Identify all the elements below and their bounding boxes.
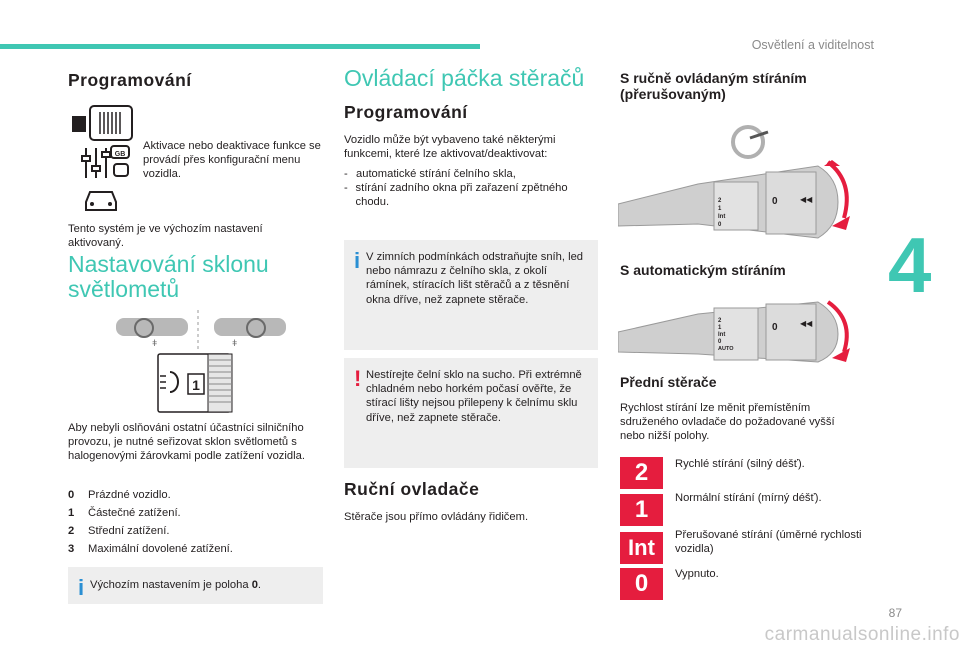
header-accent-bar [0, 44, 480, 49]
programming-intro: Vozidlo může být vybaveno také některými funkcemi, které lze aktivovat/deaktivovat: [344, 134, 556, 161]
svg-text:0: 0 [718, 222, 722, 228]
page-number: 87 [888, 606, 902, 620]
auto-wiper-stalk-illustration [618, 296, 858, 371]
headlamp-text: Aby nebyli oslňováni ostatní účastníci silničního provozu, je nutné seřizovat sklon světlometů s halogenovými žárovkami podle zatížení vozidla. [68, 422, 305, 463]
headlamp-illustration [116, 310, 286, 420]
programming-heading-col2: Programování [344, 102, 468, 122]
load-positions-list [68, 486, 233, 558]
auto-wiping-heading: S automatickým stíráním [620, 262, 786, 278]
svg-text:1: 1 [718, 206, 722, 212]
manual-controls-text: Stěrače jsou přímo ovládány řidičem. [344, 511, 529, 523]
load-position-item: 1 Částečné zatížení. [68, 507, 181, 519]
speed-badge-2: 2 [620, 457, 663, 489]
svg-text:Int: Int [718, 214, 726, 220]
headlamp-knob-value: 1 [192, 377, 200, 393]
svg-text:1: 1 [718, 325, 722, 331]
default-position-note: i Výchozím nastavením je poloha 0. [68, 567, 323, 604]
speed-label-1: Normální stírání (mírný déšť). [675, 492, 822, 504]
load-position-item: 0 Prázdné vozidlo. [68, 489, 171, 501]
speed-badge-1: 1 [620, 494, 663, 526]
svg-text:◀◀: ◀◀ [800, 319, 813, 328]
speed-label-2: Rychlé stírání (silný déšť). [675, 458, 805, 470]
load-position-item: 2 Střední zatížení. [68, 525, 170, 537]
section-title: Osvětlení a viditelnost [751, 38, 874, 52]
info-icon: i [354, 248, 361, 273]
svg-text:Int: Int [718, 332, 726, 338]
programming-heading-col1: Programování [68, 70, 192, 90]
manual-wiper-stalk-illustration [618, 122, 858, 257]
default-setting-text: Tento systém je ve výchozím nastavení aktivovaný. [68, 223, 263, 250]
svg-text:0: 0 [772, 322, 778, 333]
winter-info-box: i V zimních podmínkách odstraňujte sníh, led nebo námrazu z čelního skla, z okolí rámínek, stíracích lišt stěračů a z těsnění okna dříve, než zapnete stěrače. [344, 240, 598, 350]
watermark: carmanualsonline.info [764, 624, 960, 645]
svg-text:2: 2 [718, 198, 722, 204]
manual-controls-heading: Ruční ovladače [344, 479, 480, 499]
svg-text:ǂ: ǂ [152, 338, 158, 348]
svg-text:AUTO: AUTO [718, 346, 734, 352]
front-wipers-heading: Přední stěrače [620, 374, 717, 390]
auto-wiper-stalk [618, 296, 858, 366]
front-wipers-text: Rychlost stírání lze měnit přemístěním sdruženého ovladače do požadované vyšší nebo nižší polohy. [620, 402, 835, 443]
speed-badge-int: Int [620, 532, 663, 564]
svg-text:0: 0 [772, 196, 778, 207]
chapter-number: 4 [888, 221, 932, 309]
config-display-icon [70, 104, 136, 214]
programming-text-col1: Aktivace nebo deaktivace funkce se provádí přes konfigurační menu vozidla. [143, 140, 321, 181]
headlamp-diagram [116, 310, 286, 415]
svg-text:◀◀: ◀◀ [800, 195, 813, 204]
headlamp-heading: Nastavování sklonu světlometů [68, 251, 269, 302]
list-item: - stírání zadního okna při zařazení zpětného chodu. [344, 182, 568, 209]
info-icon: i [78, 575, 85, 600]
svg-text:0: 0 [718, 339, 722, 345]
list-item: - automatické stírání čelního skla, [344, 168, 516, 180]
load-position-item: 3 Maximální dovolené zatížení. [68, 543, 233, 555]
manual-wiping-heading: S ručně ovládaným stíráním (přerušovaným) [620, 70, 807, 102]
dry-wipe-warning-box: ! Nestírejte čelní sklo na sucho. Při extrémně chladném nebo horkém počasí ověřte, že stírací lišty nejsou přilepeny k čelnímu sklu dříve, než zapnete stěrače. [344, 358, 598, 468]
speed-label-0: Vypnuto. [675, 568, 719, 580]
wiper-stalk-heading: Ovládací páčka stěračů [344, 65, 585, 91]
config-menu-icons [70, 104, 136, 219]
manual-wiper-stalk [618, 122, 858, 252]
gb-label: GB [114, 151, 126, 158]
svg-text:2: 2 [718, 318, 722, 324]
warning-icon: ! [354, 366, 362, 391]
svg-text:ǂ: ǂ [232, 338, 238, 348]
speed-badge-0: 0 [620, 568, 663, 600]
speed-label-int: Přerušované stírání (úměrné rychlosti vozidla) [675, 529, 862, 556]
programmable-functions-list [344, 167, 594, 210]
